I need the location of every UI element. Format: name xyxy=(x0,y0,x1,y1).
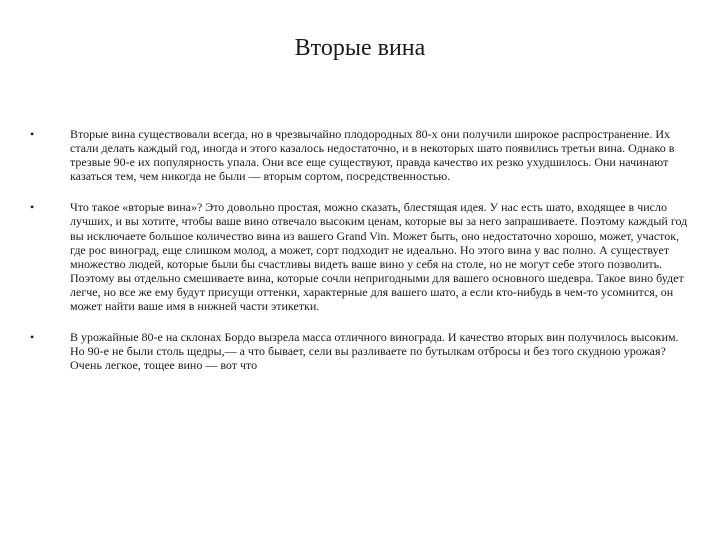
bullet-dot-icon: • xyxy=(30,330,35,345)
bullet-dot-icon: • xyxy=(30,200,35,215)
bullet-item xyxy=(30,127,690,183)
bullet-item xyxy=(30,330,690,372)
bullet-text: В урожайные 80-е на склонах Бордо вызрела масса отличного винограда. И качество вторых вин получилось высоким. Но 90-е не были столь щедры,— а что бывает, сели вы разливаете по бутылкам отбросы и без того скудною урожая? Очень легкое, тощее вино — вот что xyxy=(70,330,679,373)
slide-title: Вторые вина xyxy=(294,35,426,61)
bullet-dot-icon: • xyxy=(30,127,35,141)
bullet-list xyxy=(30,127,690,389)
bullet-text: Что такое «вторые вина»? Это довольно простая, можно сказать, блестящая идея. У нас есть шато, входящее в число лучших, и вы хотите, чтобы ваше вино отвечало высоким ценам, которые вы за него запрашиваете. Поэтому каждый год вы исключаете большое количество вина из вашего Grand Vin. Может быть, оно недостаточно хорошо, может, участок, где рос виноград, еще слишком молод, а может, сорт подходит не идеально. Но этого вина у вас полно. А существует множество людей, которые были бы счастливы видеть ваше вино у себя на столе, но не могут себе этого позволить. Поэтому вы отдельно смешиваете вина, которые сочли непригодными для вашего основного шедевра. Такое вино будет легче, но все же ему будут присущи оттенки, характерные для вашего шато, а если кто-нибудь в чем-то усомнится, он может найти ваше имя в нижней части этикетки. xyxy=(70,200,688,314)
bullet-item xyxy=(30,200,690,313)
bullet-text: Вторые вина существовали всегда, но в чрезвычайно плодородных 80-х они получили широкое распространение. Их стали делать каждый год, иногда и этого казалось недостаточно, и в некоторых шато появились третьи вина. Однако в трезвые 90-е их популярность упала. Они все еще существуют, правда качество их резко ухудшилось. Они начинают казаться тем, чем никогда не были — вторым сортом, посредственностью. xyxy=(70,127,675,184)
